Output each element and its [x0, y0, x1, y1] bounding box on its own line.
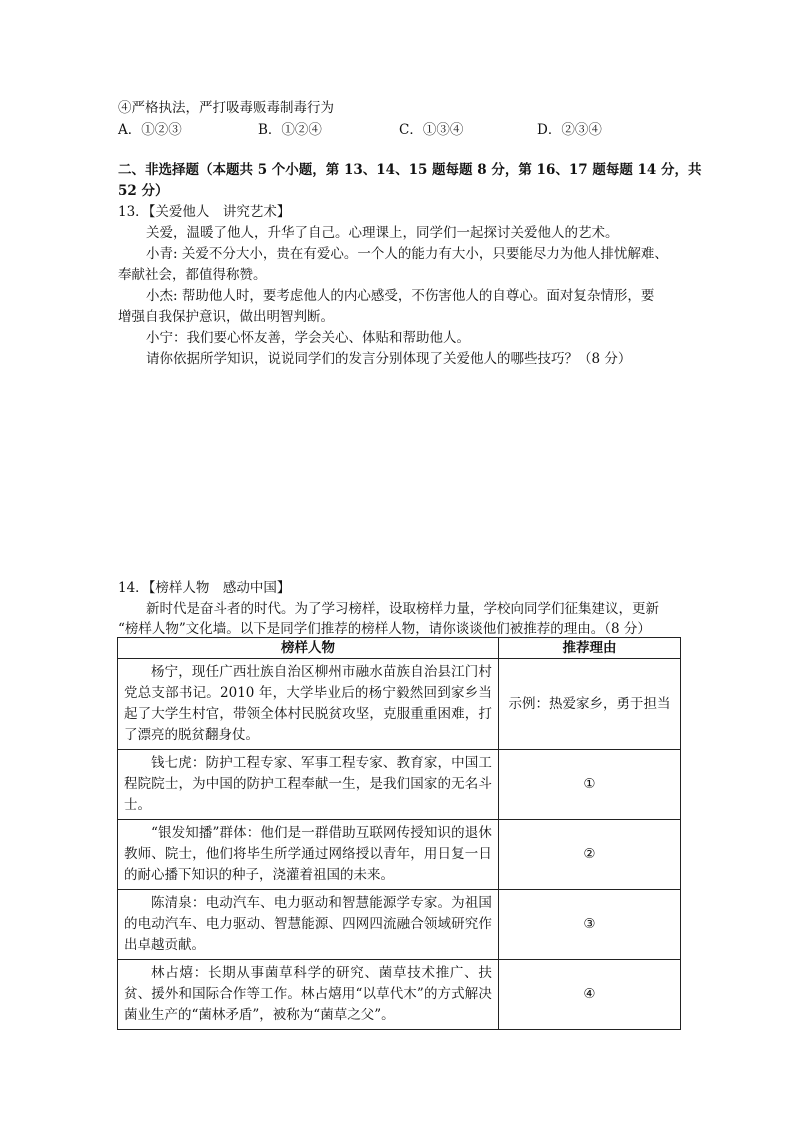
table-row	[118, 890, 681, 960]
answer-options	[118, 118, 638, 136]
reason-cell: ②	[498, 820, 680, 890]
option-d: D．②③④	[537, 122, 602, 138]
q13-title: 13．【关爱他人 讲究艺术】	[118, 204, 291, 220]
reason-cell: ①	[498, 750, 680, 820]
q14-intro-line-2: “榜样人物”文化墙。以下是同学们推荐的榜样人物，请你谈谈他们被推荐的理由。（8 分）	[118, 621, 651, 637]
q13-xiaoning: 小宁：我们要心怀友善，学会关心、体贴和帮助他人。	[146, 330, 470, 346]
q13-xiaojie-line-1: 小杰: 帮助他人时，要考虑他人的内心感受，不伤害他人的自尊心。面对复杂情形，要	[146, 288, 655, 304]
section-2-heading-line-1: 二、非选择题（本题共 5 个小题，第 13、14、15 题每题 8 分，第 16、17 题每题 14 分，共	[118, 162, 702, 178]
q13-xiaoqing-line-1: 小青: 关爱不分大小，贵在有爱心。一个人的能力有大小，只要能尽力为他人排忧解难、	[146, 246, 668, 262]
q14-title: 14．【榜样人物 感动中国】	[118, 580, 291, 596]
reason-cell: ④	[498, 960, 680, 1030]
reason-cell: 示例：热爱家乡，勇于担当	[498, 659, 680, 750]
person-cell: 钱七虎：防护工程专家、军事工程专家、教育家，中国工程院院士，为中国的防护工程奉献一生，是我们国家的无名斗士。	[118, 750, 499, 820]
reason-cell: ③	[498, 890, 680, 960]
q13-xiaoqing-line-2: 奉献社会，都值得称赞。	[118, 267, 267, 283]
table-row	[118, 960, 681, 1030]
table-row	[118, 750, 681, 820]
q13-xiaojie-line-2: 增强自我保护意识，做出明智判断。	[118, 309, 334, 325]
person-cell: “银发知播”群体：他们是一群借助互联网传授知识的退休教师、院士，他们将毕生所学通过网络授以青年，用日复一日的耐心播下知识的种子，浇灌着祖国的未来。	[118, 820, 499, 890]
item-4-line: ④严格执法，严打吸毒贩毒制毒行为	[118, 100, 334, 116]
person-cell: 林占熺：长期从事菌草科学的研究、菌草技术推广、扶贫、援外和国际合作等工作。林占熺用“以草代木”的方式解决菌业生产的“菌林矛盾”，被称为“菌草之父”。	[118, 960, 499, 1030]
option-c: C．①③④	[399, 122, 464, 138]
option-b: B．①②④	[258, 122, 322, 138]
table-row	[118, 659, 681, 750]
q13-question: 请你依据所学知识，说说同学们的发言分别体现了关爱他人的哪些技巧？（8 分）	[146, 351, 632, 367]
table-header-row	[118, 638, 681, 659]
q14-intro-line-1: 新时代是奋斗者的时代。为了学习榜样，设取榜样力量，学校向同学们征集建议，更新	[146, 601, 659, 617]
q13-intro: 关爱，温暖了他人，升华了自己。心理课上，同学们一起探讨关爱他人的艺术。	[146, 225, 619, 241]
exemplar-table	[117, 637, 681, 1030]
header-reason: 推荐理由	[498, 638, 680, 659]
table-row	[118, 820, 681, 890]
option-a: A．①②③	[118, 122, 182, 138]
section-2-heading-line-2: 52 分）	[118, 183, 169, 199]
person-cell: 杨宁，现任广西壮族自治区柳州市融水苗族自治县江门村党总支部书记。2010 年，大学毕业后的杨宁毅然回到家乡当起了大学生村官，带领全体村民脱贫攻坚，克服重重困难，打了漂亮的脱贫翻身仗。	[118, 659, 499, 750]
header-person: 榜样人物	[118, 638, 499, 659]
person-cell: 陈清泉：电动汽车、电力驱动和智慧能源学专家。为祖国的电动汽车、电力驱动、智慧能源、四网四流融合领域研究作出卓越贡献。	[118, 890, 499, 960]
